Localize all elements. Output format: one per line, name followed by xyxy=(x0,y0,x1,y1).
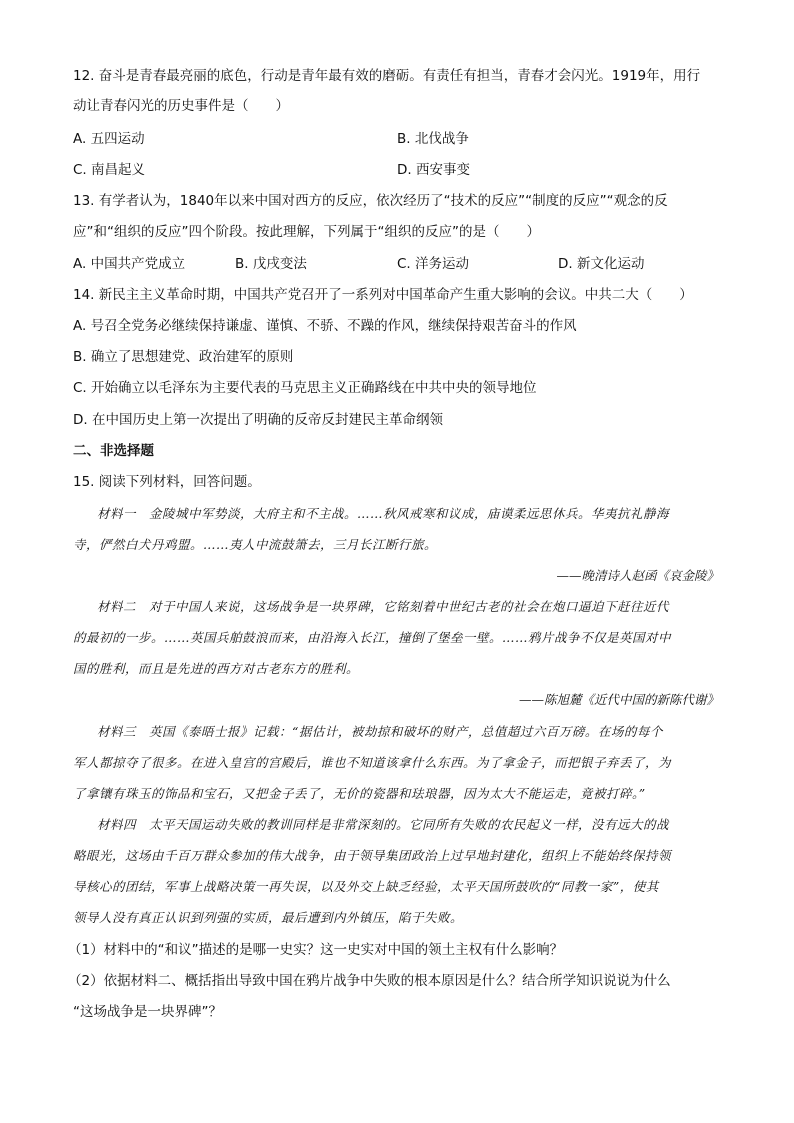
q12-option-a: A. 五四运动 xyxy=(73,131,145,147)
q15-material4-line3: 导核心的团结，军事上战略决策一再失误，以及外交上缺乏经验，太平天国所鼓吹的“同教一家”，使其 xyxy=(73,879,659,894)
q13-stem-line2: 应”和“组织的反应”四个阶段。按此理解，下列属于“组织的反应”的是（ ） xyxy=(73,224,540,240)
q14-option-d: D. 在中国历史上第一次提出了明确的反帝反封建民主革命纲领 xyxy=(73,412,443,428)
q14-option-a: A. 号召全党务必继续保持谦虚、谨慎、不骄、不躁的作风，继续保持艰苦奋斗的作风 xyxy=(73,318,577,334)
q13-option-a: A. 中国共产党成立 xyxy=(73,256,186,272)
q15-material2-source: ——陈旭麓《近代中国的新陈代谢》 xyxy=(518,692,719,707)
q12-option-c: C. 南昌起义 xyxy=(73,162,146,178)
q15-subquestion-1: （1）材料中的“和议”描述的是哪一史实？这一史实对中国的领土主权有什么影响？ xyxy=(68,942,564,958)
q12-stem-line1: 12. 奋斗是青春最亮丽的底色，行动是青年最有效的磨砺。有责任有担当，青春才会闪光。1919年，用行 xyxy=(73,68,701,84)
q13-option-b: B. 戊戌变法 xyxy=(235,256,307,272)
q15-subquestion-2-line1: （2）依据材料二、概括指出导致中国在鸦片战争中失败的根本原因是什么？结合所学知识说说为什么 xyxy=(68,973,671,989)
q15-material3-line2: 军人都掠夺了很多。在进入皇宫的宫殿后，谁也不知道该拿什么东西。为了拿金子，而把银子弃丢了，为 xyxy=(73,755,672,770)
q15-subquestion-2-line2: “这场战争是一块界碑”？ xyxy=(73,1004,222,1020)
q15-material3-line1: 材料三 英国《泰晤士报》记载：“据估计，被劫掠和破坏的财产，总值超过六百万磅。在场的每个 xyxy=(97,724,663,739)
q15-material1-source: ——晚清诗人赵函《哀金陵》 xyxy=(556,568,719,583)
q14-option-b: B. 确立了思想建党、政治建军的原则 xyxy=(73,349,294,365)
q12-stem-line2: 动让青春闪光的历史事件是（ ） xyxy=(73,98,289,114)
q15-material3-line3: 了拿镶有珠玉的饰品和宝石，又把金子丢了，无价的瓷器和珐琅器，因为太大不能运走，竟被打碎。” xyxy=(73,786,646,801)
q13-stem-line1: 13. 有学者认为，1840年以来中国对西方的反应，依次经历了“技术的反应”“制度的反应”“观念的反 xyxy=(73,193,668,209)
q15-stem: 15. 阅读下列材料，回答问题。 xyxy=(73,474,261,490)
q15-material2-line2: 的最初的一步。……英国兵舶鼓浪而来，由沿海入长江，撞倒了堡垒一壁。……鸦片战争不仅是英国对中 xyxy=(73,630,672,645)
q15-material4-line2: 略眼光，这场由千百万群众参加的伟大战争，由于领导集团政治上过早地封建化，组织上不能始终保持领 xyxy=(73,848,672,863)
q12-option-b: B. 北伐战争 xyxy=(397,131,469,147)
section-heading: 二、非选择题 xyxy=(73,443,154,459)
q15-material4-line4: 领导人没有真正认识到列强的实质，最后遭到内外镇压，陷于失败。 xyxy=(73,910,464,925)
q12-option-d: D. 西安事变 xyxy=(397,162,470,178)
q15-material2-line1: 材料二 对于中国人来说，这场战争是一块界碑，它铭刻着中世纪古老的社会在炮口逼迫下赶往近代 xyxy=(97,599,670,614)
q15-material1-line1: 材料一 金陵城中军势淡，大府主和不主战。……秋风戒寒和议成，庙谟柔远思休兵。华夷抗礼静海 xyxy=(97,506,670,521)
q15-material1-line2: 寺，俨然白犬丹鸡盟。……夷人中流鼓箫去，三月长江断行旅。 xyxy=(73,537,438,552)
q15-material4-line1: 材料四 太平天国运动失败的教训同样是非常深刻的。它同所有失败的农民起义一样，没有远大的战 xyxy=(97,817,670,832)
q14-option-c: C. 开始确立以毛泽东为主要代表的马克思主义正确路线在中共中央的领导地位 xyxy=(73,380,537,396)
q13-option-d: D. 新文化运动 xyxy=(558,256,645,272)
q14-stem: 14. 新民主主义革命时期，中国共产党召开了一系列对中国革命产生重大影响的会议。中共二大（ ） xyxy=(73,287,693,303)
q15-material2-line3: 国的胜利，而且是先进的西方对古老东方的胜利。 xyxy=(73,661,360,676)
q13-option-c: C. 洋务运动 xyxy=(397,256,470,272)
